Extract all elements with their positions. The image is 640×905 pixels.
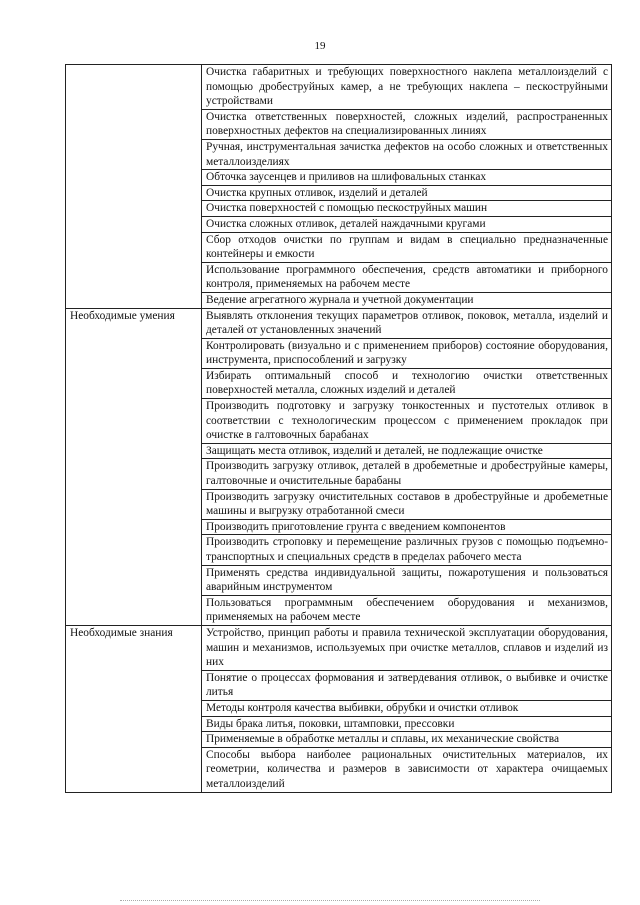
section-label: Необходимые умения [66, 308, 202, 625]
requirement-item: Избирать оптимальный способ и технологию очистки ответственных поверхностей металла, сложных изделий и деталей [202, 368, 612, 398]
requirement-item: Способы выбора наиболее рациональных очистительных материалов, их геометрии, количества и размеров в зависимости от характера очищаемых металлоизделий [202, 747, 612, 792]
requirement-item: Виды брака литья, поковки, штамповки, прессовки [202, 716, 612, 732]
table-row [66, 308, 612, 338]
requirement-item: Производить подготовку и загрузку тонкостенных и пустотелых отливок в соответствии с технологическим процессом с применением прокладок при очистке в галтовочных барабанах [202, 399, 612, 444]
requirement-item: Методы контроля качества выбивки, обрубки и очистки отливок [202, 700, 612, 716]
requirement-item: Производить загрузку очистительных составов в дробеструйные и дробеметные машины и выгрузку отработанной смеси [202, 489, 612, 519]
requirement-item: Очистка ответственных поверхностей, сложных изделий, распространенных поверхностных дефектов на специализированных линиях [202, 109, 612, 139]
requirements-table [65, 64, 612, 793]
requirement-item: Контролировать (визуально и с применением приборов) состояние оборудования, инструмента, приспособлений и загрузку [202, 338, 612, 368]
requirement-item: Очистка поверхностей с помощью пескоструйных машин [202, 201, 612, 217]
requirement-item: Пользоваться программным обеспечением оборудования и механизмов, применяемых на рабочем месте [202, 595, 612, 625]
requirements-table-body [66, 65, 612, 793]
requirement-item: Производить строповку и перемещение различных грузов с помощью подъемно-транспортных и специальных средств в пределах рабочего места [202, 535, 612, 565]
requirement-item: Защищать места отливок, изделий и деталей, не подлежащие очистке [202, 443, 612, 459]
section-label: Необходимые знания [66, 625, 202, 792]
requirement-item: Ручная, инструментальная зачистка дефектов на особо сложных и ответственных металлоизделиях [202, 139, 612, 169]
requirement-item: Производить загрузку отливок, деталей в дробеметные и дробеструйные камеры, галтовочные и очистительные барабаны [202, 459, 612, 489]
requirement-item: Устройство, принцип работы и правила технической эксплуатации оборудования, машин и механизмов, используемых при очистке металлов, сплавов и изделий из них [202, 625, 612, 670]
requirement-item: Выявлять отклонения текущих параметров отливок, поковок, металла, изделий и деталей от установленных значений [202, 308, 612, 338]
requirement-item: Очистка сложных отливок, деталей наждачными кругами [202, 216, 612, 232]
page-number: 19 [314, 40, 326, 52]
requirement-item: Очистка крупных отливок, изделий и деталей [202, 185, 612, 201]
table-row [66, 65, 612, 110]
requirement-item: Применять средства индивидуальной защиты, пожаротушения и пользоваться аварийным инструментом [202, 565, 612, 595]
requirement-item: Ведение агрегатного журнала и учетной документации [202, 292, 612, 308]
requirement-item: Обточка заусенцев и приливов на шлифовальных станках [202, 170, 612, 186]
requirement-item: Производить приготовление грунта с введением компонентов [202, 519, 612, 535]
requirement-item: Очистка габаритных и требующих поверхностного наклепа металлоизделий с помощью дробеструйных камер, а не требующих наклепа – пескоструйными устройствами [202, 65, 612, 110]
requirement-item: Использование программного обеспечения, средств автоматики и приборного контроля, применяемых на рабочем месте [202, 262, 612, 292]
requirement-item: Сбор отходов очистки по группам и видам в специально предназначенные контейнеры и емкости [202, 232, 612, 262]
requirement-item: Применяемые в обработке металлы и сплавы, их механические свойства [202, 732, 612, 748]
table-row [66, 625, 612, 670]
page-bottom-edge [120, 900, 540, 901]
section-label [66, 65, 202, 309]
requirement-item: Понятие о процессах формования и затвердевания отливок, о выбивке и очистке литья [202, 670, 612, 700]
